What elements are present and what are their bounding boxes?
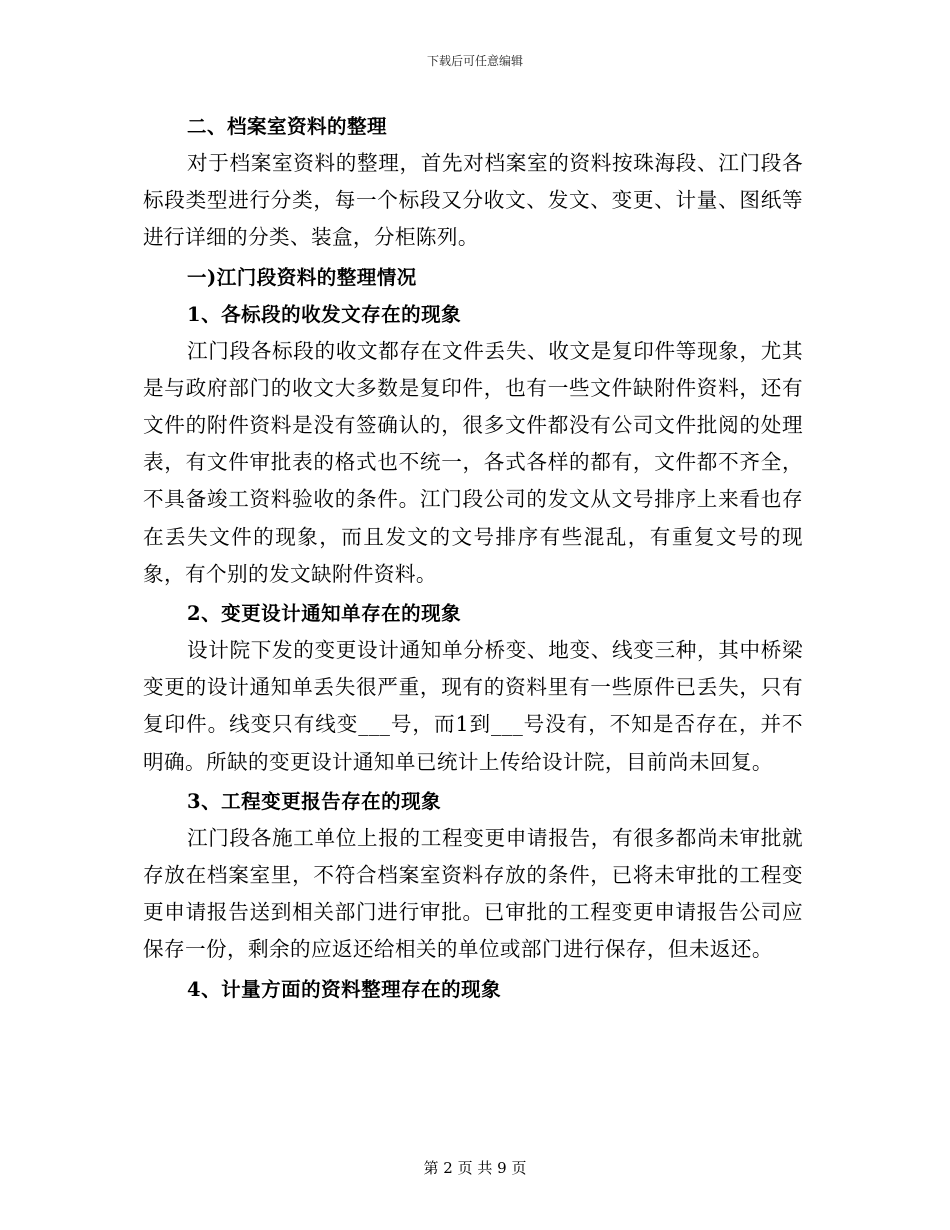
document-body [143, 108, 803, 1008]
item-1-title: 1、各标段的收发文存在的现象 [187, 302, 462, 326]
item-4-title: 4、计量方面的资料整理存在的现象 [187, 977, 502, 1001]
item-2-paragraph: 设计院下发的变更设计通知单分桥变、地变、线变三种，其中桥梁变更的设计通知单丢失很严重，现有的资料里有一些原件已丢失，只有复印件。线变只有线变___号，而1到___号没有，不知是否存在，并不明确。所缺的变更设计通知单已统计上传给设计院，目前尚未回复。 [143, 638, 803, 774]
item-3-title: 3、工程变更报告存在的现象 [187, 789, 442, 813]
item-2-title: 2、变更设计通知单存在的现象 [187, 602, 462, 626]
section-title: 二、档案室资料的整理 [187, 115, 388, 138]
item-3-paragraph: 江门段各施工单位上报的工程变更申请报告，有很多都尚未审批就存放在档案室里，不符合档案室资料存放的条件，已将未审批的工程变更申请报告送到相关部门进行审批。已审批的工程变更申请报告公司应保存一份，剩余的应返还给相关的单位或部门进行保存，但未返还。 [143, 825, 803, 962]
intro-paragraph: 对于档案室资料的整理，首先对档案室的资料按珠海段、江门段各标段类型进行分类，每一个标段又分收文、发文、变更、计量、图纸等进行详细的分类、装盒，分柜陈列。 [143, 151, 803, 250]
page-header: 下载后可任意编辑 [426, 54, 523, 68]
subsection-title: 一)江门段资料的整理情况 [187, 265, 417, 289]
item-1-paragraph: 江门段各标段的收文都存在文件丢失、收文是复印件等现象，尤其是与政府部门的收文大多数是复印件，也有一些文件缺附件资料，还有文件的附件资料是没有签确认的，很多文件都没有公司文件批阅的处理表，有文件审批表的格式也不统一，各式各样的都有，文件都不齐全，不具备竣工资料验收的条件。江门段公司的发文从文号排序上来看也存在丢失文件的现象，而且发文的文号排序有些混乱，有重复文号的现象，有个别的发文缺附件资料。 [143, 338, 803, 586]
page-footer: 第 2 页 共 9 页 [423, 1159, 527, 1177]
